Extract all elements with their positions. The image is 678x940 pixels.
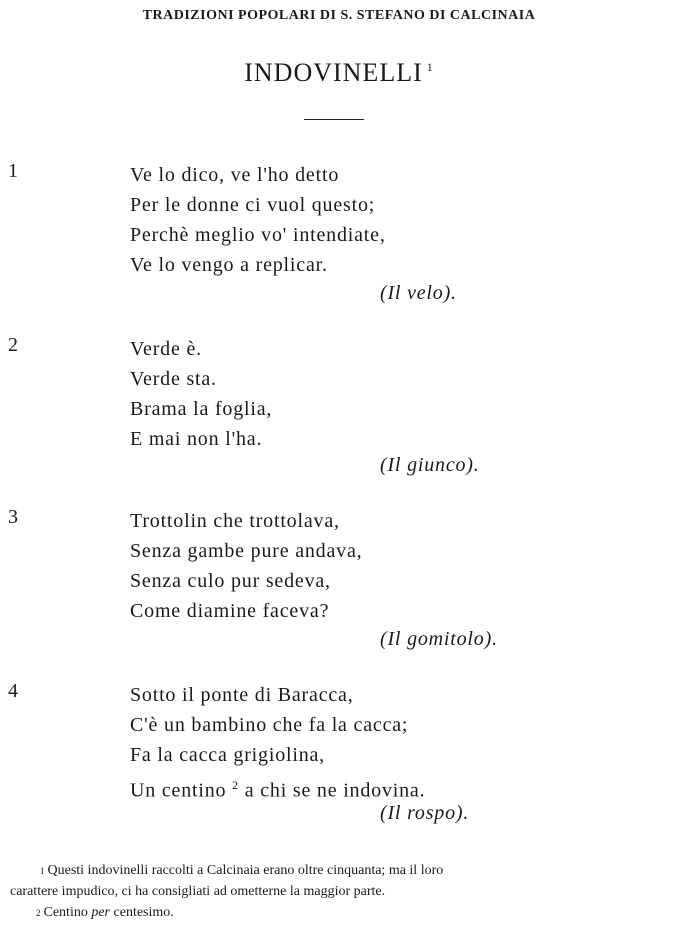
footnotes	[10, 860, 670, 923]
footnote-1-line-2: carattere impudico, ci ha consigliati ad ometterne la maggior parte.	[10, 884, 386, 899]
riddle-answer: (Il giunco).	[380, 454, 480, 476]
riddle-verse	[130, 334, 272, 454]
riddle-number: 3	[8, 506, 18, 528]
verse-line: Senza culo pur sedeva,	[130, 570, 331, 592]
footnote-marker: 2	[232, 778, 239, 792]
title-footnote-marker: 1	[426, 60, 434, 74]
riddle-verse	[130, 160, 386, 280]
riddle-number: 1	[8, 160, 18, 182]
verse-line-start: Un centino	[130, 779, 227, 802]
verse-line: Senza gambe pure andava,	[130, 540, 363, 562]
verse-line	[130, 770, 425, 806]
title-text: INDOVINELLI	[244, 58, 423, 87]
verse-line: Verde sta.	[130, 368, 217, 390]
verse-line: C'è un bambino che fa la cacca;	[130, 714, 409, 736]
riddle-answer: (Il rospo).	[380, 802, 470, 824]
footnote-2: $^2$ Centino per centesimo.	[36, 905, 174, 920]
running-header: TRADIZIONI POPOLARI DI S. STEFANO DI CALCINAIA	[142, 8, 536, 23]
footnote-1-line-1: $^1$ Questi indovinelli raccolti a Calcinaia erano oltre cinquanta; ma il loro	[40, 863, 444, 878]
verse-line-end: a chi se ne indovina.	[244, 779, 426, 802]
riddle-verse	[130, 506, 362, 626]
verse-line: Ve lo dico, ve l'ho detto	[130, 164, 340, 186]
riddle-answer: (Il gomitolo).	[380, 628, 498, 650]
riddle-number: 2	[8, 334, 18, 356]
riddle-answer: (Il velo).	[380, 282, 457, 304]
footnote-marker: 2	[36, 908, 41, 918]
riddle-number: 4	[8, 680, 18, 702]
title-divider	[304, 119, 364, 120]
footnote-marker: 1	[40, 866, 45, 876]
verse-line: Ve lo vengo a replicar.	[130, 254, 328, 276]
verse-line: Brama la foglia,	[130, 398, 273, 420]
verse-line: Fa la cacca grigiolina,	[130, 744, 325, 766]
verse-line: Verde è.	[130, 338, 202, 360]
riddle-verse	[130, 680, 425, 806]
verse-line: Trottolin che trottolava,	[130, 510, 340, 532]
verse-line: Per le donne ci vuol questo;	[130, 194, 376, 216]
verse-line: Come diamine faceva?	[130, 600, 330, 622]
page-title	[0, 58, 678, 88]
verse-line: Sotto il ponte di Baracca,	[130, 684, 354, 706]
verse-line: E mai non l'ha.	[130, 428, 263, 450]
verse-line: Perchè meglio vo' intendiate,	[130, 224, 386, 246]
